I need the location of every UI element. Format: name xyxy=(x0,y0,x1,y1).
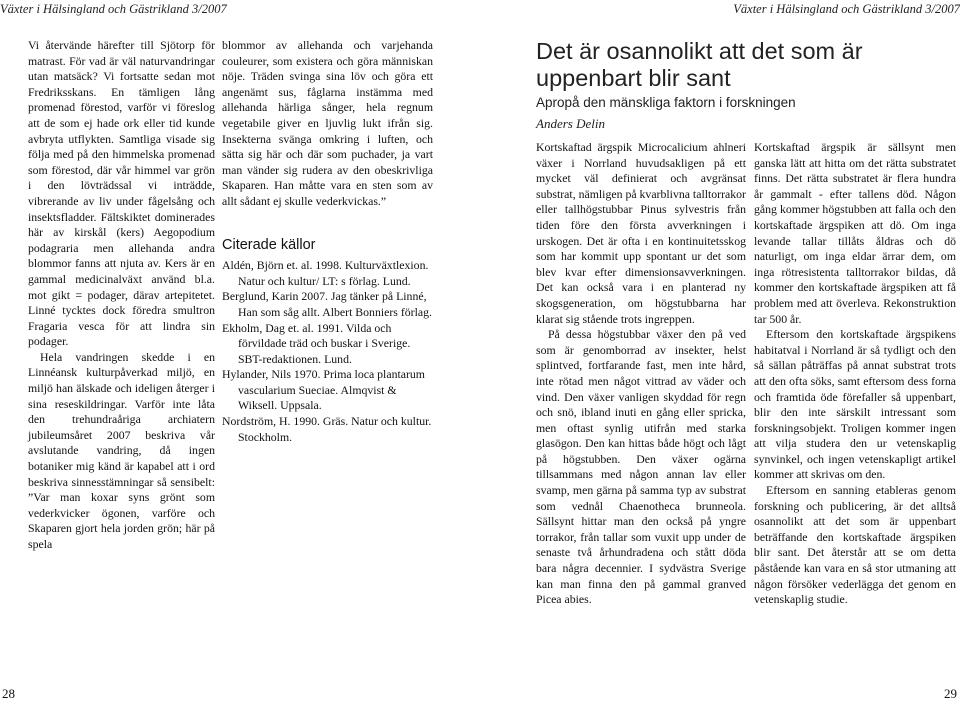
references-list xyxy=(222,258,433,445)
paragraph: blommor av allehanda och varjehanda couleurer, som existera och göra människan nöje. Träden svinga sina löv och göra ett angenämt sus, fåglarna instämma med allehanda härliga sånger, hela regnum vegetabile giver en ljuvlig lukt ifrån sig. Insekterna svänga omkring i luften, och sätta sig här och där som puchader, ja vart man vänder sig rudera av den obeskrivliga Skaparen. Han måtte vara en sten som av allt sådant ej skulle vederkvickas.” xyxy=(222,38,433,208)
left-page-column-1 xyxy=(28,38,215,553)
running-header-right: Växter i Hälsingland och Gästrikland 3/2007 xyxy=(733,2,960,16)
paragraph: Kortskaftad ärgspik är sällsynt men ganska lätt att hitta om det rätta substratet finns. Det rätta substratet är flera hundra år gammalt - efter tallens död. Någon gång kommer högstubben att falla och den kortskaftade ärgspiken att dö. Om inga levande tallar tillåts åldras och dö naturligt, om inga eldar ärrar dem, om inga rötresistenta talltorrakor bildas, då kommer den kortskaftade ärgspiken att få problem med att överleva. Rekonstruktion tar 500 år. xyxy=(754,140,956,326)
article-author: Anders Delin xyxy=(536,116,605,131)
running-header-left: Växter i Hälsingland och Gästrikland 3/2007 xyxy=(0,2,227,16)
reference-item: Aldén, Björn et. al. 1998. Kulturväxtlexion. Natur och kultur/ LT: s förlag. Lund. xyxy=(222,258,429,288)
left-page-column-2 xyxy=(222,38,433,445)
article-subtitle: Apropå den mänskliga faktorn i forskningen xyxy=(536,95,796,110)
page-number-right: 29 xyxy=(944,686,957,701)
reference-item: Berglund, Karin 2007. Jag tänker på Linné, Han som såg allt. Albert Bonniers förlag. xyxy=(222,289,432,319)
paragraph: Hela vandringen skedde i en Linnéansk kulturpåverkad miljö, en miljö han älskade och ideligen återger i sina reseskildringar. Varför inte låta den trehundraåriga archiatern jubileumsåret 2007 beskriva vår avslutande vandring, då ingen botaniker mig känd är kapabel att i ord beskriva sinnesstämningar så sensibelt: ”Var man koxar syns grönt som vederkvicker ögonen, varföre och Skaparen gjort hela jorden grön; här på spela xyxy=(28,349,215,551)
article-title: Det är osannolikt att det som är uppenbart blir sant xyxy=(536,38,863,91)
right-page-column-1 xyxy=(536,140,746,608)
page-number-left: 28 xyxy=(2,686,15,701)
paragraph: Kortskaftad ärgspik Microcalicium ahlneri växer i Norrland huvudsakligen på ett mycket väl definierat och avgränsat substrat, nämligen på kvarblivna talltorrakor eller tallhögstubbar Pinus sylvestris från tiden före den första avverkningen i urskogen. Det är ofta i en kontinuitetsskog som har kommit upp spontant ur det som blev kvar efter dimensionsavverkningen. Det kan också vara i en planterad ny skogsgeneration, om högstubbarna har klarat sig stående trots ingreppen. xyxy=(536,140,746,326)
references-heading: Citerade källor xyxy=(222,236,316,253)
reference-item: Hylander, Nils 1970. Prima loca plantarum vascularium Sueciae. Almqvist & Wiksell. Uppsala. xyxy=(222,367,425,413)
paragraph: Eftersom den kortskaftade ärgspikens habitatval i Norrland är så tydligt och den så sällan påträffas på annat substrat trots att den ofta söks, samt eftersom dess forna och framtida öde förefaller så uppenbart, blir den inte särskilt intressant som forskningsobjekt. Troligen kommer ingen att vilja studera den ur vetenskaplig synvinkel, och ingen vetenskapligt artikel kommer att skrivas om den. xyxy=(754,327,956,482)
paragraph: Eftersom en sanning etableras genom forskning och publicering, är det alltså osannolikt att det som är uppenbart beträffande den kortskaftade ärgspiken blir sant. Det återstår att se om detta påstående kan vara en så stor utmaning att någon försöker vederlägga det genom en vetenskaplig studie. xyxy=(754,483,956,607)
paragraph: Vi återvände härefter till Sjötorp för matrast. För vad är väl naturvandringar utan matsäck? Vi fortsatte sedan mot Fredriksskans. En tämligen lång promenad förestod, varför vi föreslog att de som ej hade ork eller tid kunde avbryta utflykten. Samtliga visade sig följa med på den himmelska promenad som förestod, där vår himmel var grön i den lövträdssal vi inträdde, vibrerande av liv under fågelsång och insektsfladder. Fältskiktet dominerades här av kirskål (kers) Aegopodium podagraria men allehanda andra blommor fanns att njuta av. Kers är en gammal medicinalväxt använd bl.a. mot gikt = podager, därav artepitetet. Linné tycktes dock föredra smultron Fragaria vesca för att lindra sin podager. xyxy=(28,38,215,349)
reference-item: Nordström, H. 1990. Gräs. Natur och kultur. Stockholm. xyxy=(222,414,432,444)
right-page-column-2 xyxy=(754,140,956,608)
paragraph: På dessa högstubbar växer den på ved som är genomborrad av insekter, helst splintved, fortfarande fast, men inte hård, inte rötad men något vittrad av väder och vind. Den växer vanligen skyddad för regn och snö, ibland inuti en gång eller spricka, men oftast synlig utifrån med starka glasögon. Den kan hittas både högt och lågt på högstubben. Den växer ogärna tillsammans med någon annan lav eller svamp, men gärna på samma typ av substrat som vednål Chaenotheca brunneola. Sällsynt hittar man den också på yngre torrakor, från tallar som vuxit upp under de senaste två århundradena och stått döda bara några decennier. I sydvästra Sverige kan man finna den på gammal granved Picea abies. xyxy=(536,327,746,607)
reference-item: Ekholm, Dag et. al. 1991. Vilda och förvildade träd och buskar i Sverige. SBT-redaktionen. Lund. xyxy=(222,320,411,366)
